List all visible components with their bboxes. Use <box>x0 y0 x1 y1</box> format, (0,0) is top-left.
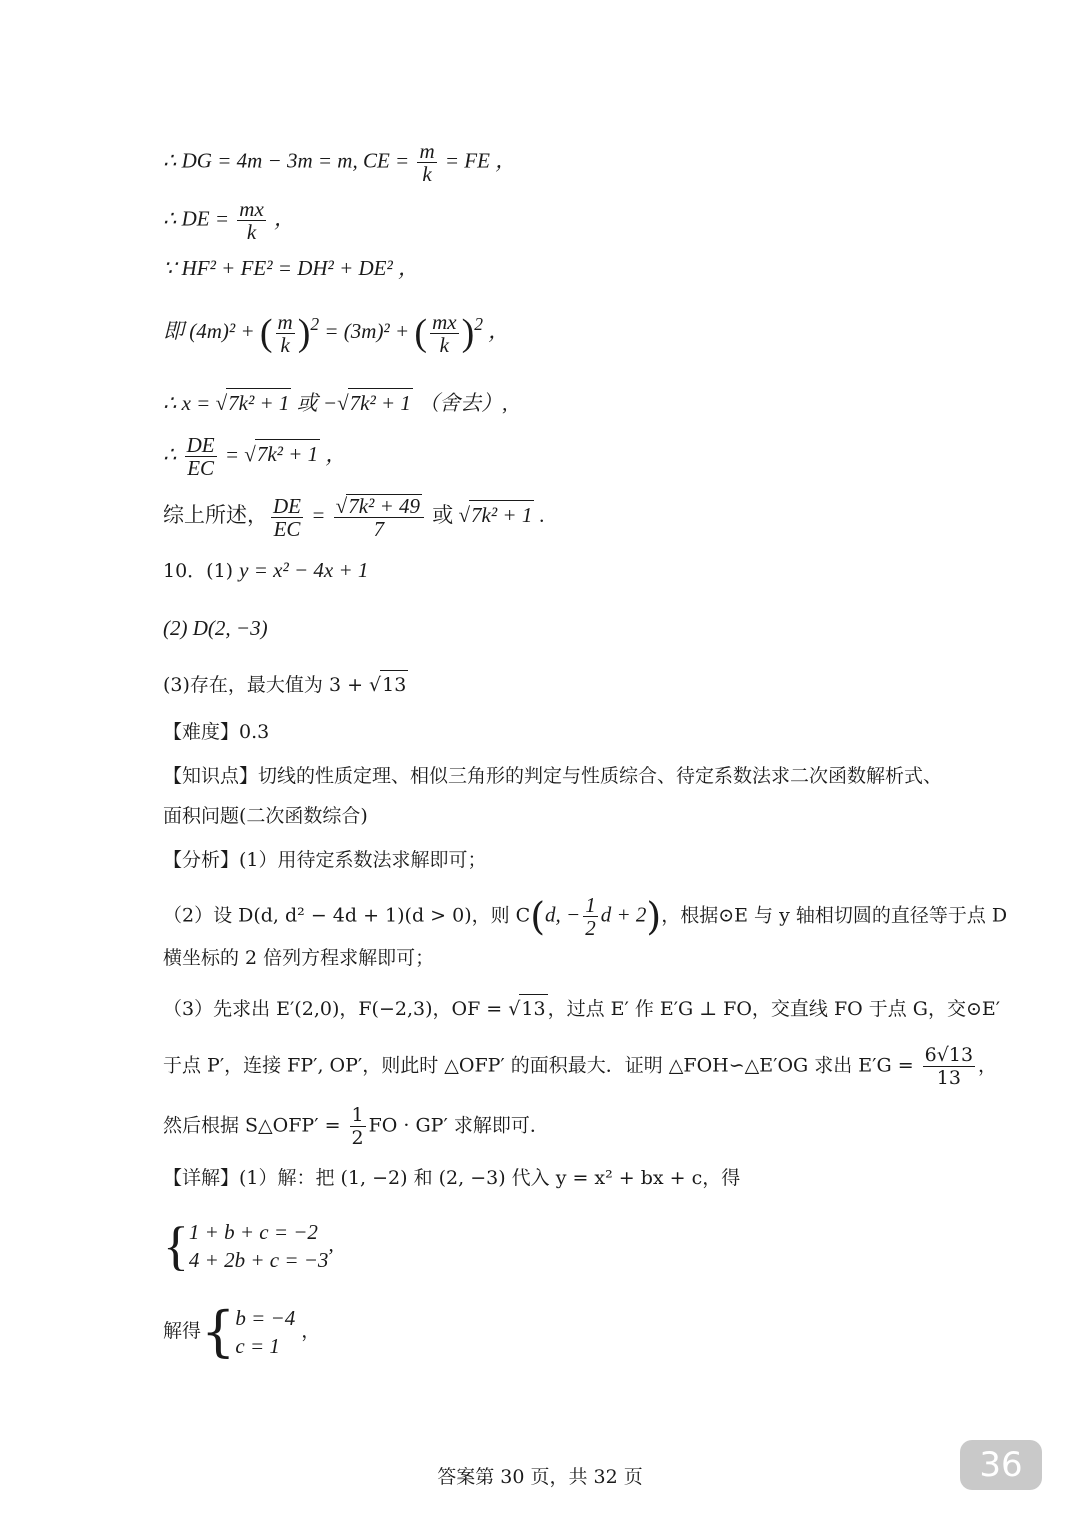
eq-de <box>163 198 295 243</box>
eq-text: 或 <box>427 502 459 527</box>
eq-pythagoras <box>163 254 419 282</box>
sqrt: 13 <box>519 994 547 1023</box>
eq-text: y = x² − 4x + 1 <box>239 558 369 582</box>
analysis-text: ，过点 E′ 作 E′G ⊥ FO，交直线 FO 于点 G，交⊙E′ <box>547 998 1001 1020</box>
analysis-text: （3）先求出 E′(2,0)，F(−2,3)，OF = <box>163 998 509 1020</box>
system: b = −4 c = 1 <box>235 1306 296 1358</box>
brace: { <box>201 1300 236 1363</box>
fraction: $\frac{m}{k}$ <box>277 309 293 357</box>
fraction: $\frac{1}{2}$ <box>585 893 596 940</box>
analysis-2: （2）设 D(d, d² − 4d + 1)(d > 0)，则 C(d, − $\frac{1}{2}$ d + 2)，根据⊙E 与 y 轴相切圆的直径等于点 D <box>163 893 1008 940</box>
sqrt: 13 <box>380 670 408 699</box>
eq-text: ∵ HF² + FE² = DH² + DE² ， <box>163 256 420 280</box>
page-footer: 答案第 30 页，共 32 页 <box>437 1466 643 1488</box>
eq-text: = <box>219 442 245 467</box>
analysis-text: ， <box>978 1054 998 1077</box>
eq-text: = (3m)² + <box>319 319 415 343</box>
q10-part1 <box>163 556 368 585</box>
eq-text: ∴ <box>163 442 182 467</box>
eq-text: (2) D(2, −3) <box>163 616 268 640</box>
question-number: 10．(1) <box>163 560 240 582</box>
eq-text: ， <box>268 206 296 231</box>
detail-text: 解得 <box>163 1320 202 1342</box>
q10-part2 <box>163 614 268 642</box>
fraction: $\frac{1}{2}$ <box>351 1104 364 1149</box>
fraction: $\frac{mx}{k}$ <box>432 309 457 357</box>
analysis-5 <box>163 1044 997 1089</box>
eq-text: d, − <box>545 902 581 927</box>
answer-text: (3)存在，最大值为 3 + <box>163 674 370 696</box>
analysis-text: ，根据⊙E 与 y 轴相切圆的直径等于点 D <box>661 904 1008 927</box>
eq-summary: 综上所述， $\frac{DE}{EC}$ = $\frac{\text{√7k² + 49}}{7}$ 或 √7k² + 1 . <box>163 493 545 541</box>
eq-text: 即 (4m)² + <box>163 319 260 343</box>
fraction: $\frac{6√13}{13}$ <box>924 1044 974 1089</box>
detail-1 <box>163 1164 740 1192</box>
analysis-text: 然后根据 S△OFP′ = <box>163 1114 347 1137</box>
eq-text: ∴ DE = <box>163 206 235 231</box>
knowledge-text-2: 面积问题(二次函数综合) <box>163 805 368 827</box>
analysis-3 <box>163 944 434 972</box>
q10-part3: (3)存在，最大值为 3 + √13 <box>163 670 408 699</box>
eq-text: = <box>306 502 331 527</box>
fraction: $\frac{mx}{k}$ <box>239 197 264 244</box>
eq-text: （舍去）, <box>412 391 508 415</box>
analysis-text: 横坐标的 2 倍列方程求解即可； <box>163 947 435 969</box>
detail-text: 【详解】(1）解：把 (1, −2) 和 (2, −3) 代入 y = x² + bx + c，得 <box>163 1167 741 1189</box>
eq-text: ， <box>295 1320 321 1342</box>
fraction: $\frac{m}{k}$ <box>419 139 435 186</box>
eq-x-solution: ∴ x = √7k² + 1 或 −√7k² + 1 （舍去）, <box>163 388 507 417</box>
equation-system-1 <box>163 1218 334 1274</box>
knowledge-points <box>163 762 942 790</box>
difficulty <box>163 718 269 746</box>
eq-text: . <box>534 502 545 527</box>
page-number-badge[interactable]: 36 <box>960 1440 1042 1490</box>
sqrt: 7k² + 1 <box>469 500 534 529</box>
knowledge-text-1: 【知识点】切线的性质定理、相似三角形的判定与性质综合、待定系数法求二次函数解析式、 <box>163 765 943 787</box>
brace: { <box>163 1216 189 1276</box>
sqrt: 7k² + 1 <box>255 439 320 468</box>
eq-text: ， <box>482 319 510 343</box>
eq-text: 综上所述， <box>163 502 268 527</box>
analysis-1 <box>163 846 487 874</box>
fraction: $\frac{DE}{EC}$ <box>273 493 301 541</box>
eq-dg-ce <box>163 140 516 185</box>
knowledge-points-cont <box>163 802 368 830</box>
eq-text: , <box>328 1231 334 1256</box>
eq-text: ， <box>320 442 347 467</box>
fraction: $\frac{DE}{EC}$ <box>186 433 215 480</box>
eq-text: = FE ， <box>439 148 517 173</box>
eq-text: ∴ DG = 4m − 3m = m, CE = <box>163 148 415 173</box>
sqrt: 7k² + 1 <box>226 388 291 417</box>
system: 1 + b + c = −2 4 + 2b + c = −3 <box>188 1220 329 1272</box>
equation-system-2 <box>163 1300 321 1363</box>
eq-text: 或 − <box>291 391 338 415</box>
analysis-6 <box>163 1104 549 1149</box>
analysis-text: FO · GP′ 求解即可． <box>368 1114 549 1137</box>
analysis-text: 【分析】(1）用待定系数法求解即可； <box>163 849 487 871</box>
eq-text: d + 2 <box>600 902 647 927</box>
sqrt: 7k² + 1 <box>348 388 413 417</box>
analysis-text: 于点 P′，连接 FP′, OP′，则此时 △OFP′ 的面积最大．证明 △FOH∽△E′OG 求出 E′G = <box>163 1054 920 1077</box>
eq-text: ∴ x = <box>163 391 216 415</box>
eq-ratio: ∴ $\frac{DE}{EC}$ = √7k² + 1 ， <box>163 433 347 480</box>
analysis-4: （3）先求出 E′(2,0)，F(−2,3)，OF = √13 ，过点 E′ 作 E′G ⊥ FO，交直线 FO 于点 G，交⊙E′ <box>163 994 1000 1023</box>
eq-expanded: 即 (4m)² + ( $\frac{m}{k}$ )$^2$ = (3m)² + ( $\frac{mx}{k}$ )$^2$ ， <box>163 309 510 357</box>
analysis-text: （2）设 D(d, d² − 4d + 1)(d > 0)，则 C <box>163 904 531 927</box>
difficulty-text: 【难度】0.3 <box>163 721 270 743</box>
fraction: $\frac{\text{√7k² + 49}}{7}$ <box>334 494 424 540</box>
